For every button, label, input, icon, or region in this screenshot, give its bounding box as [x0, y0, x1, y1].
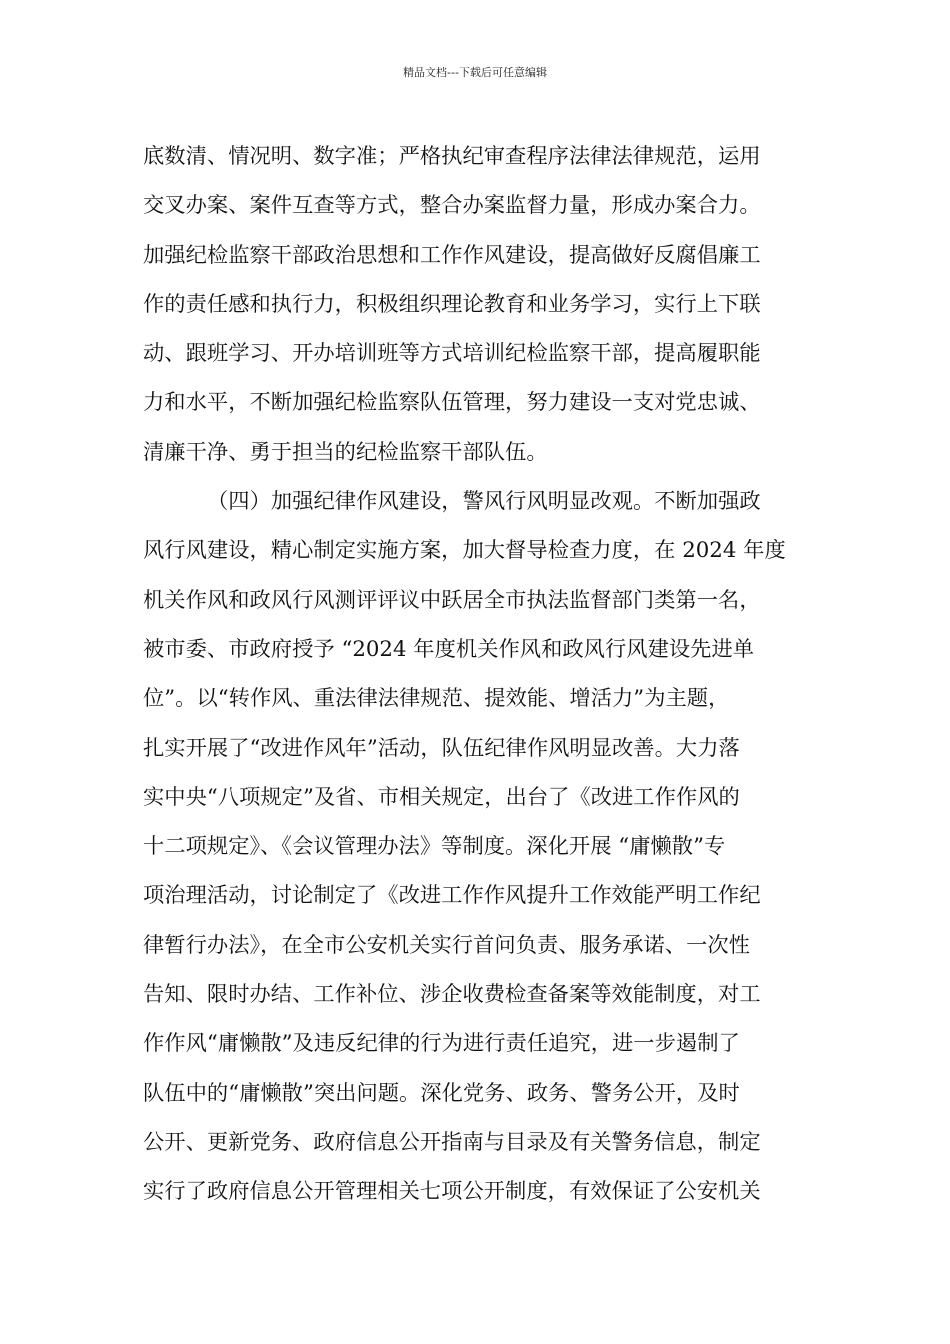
body-line: 被市委、市政府授予 “2024 年度机关作风和政风行风建设先进单 [143, 636, 755, 662]
body-line: 交叉办案、案件互查等方式，整合办案监督力量，形成办案合力。 [143, 193, 761, 219]
body-line: 作的责任感和执行力，积极组织理论教育和业务学习，实行上下联 [143, 291, 761, 317]
body-line: 公开、更新党务、政府信息公开指南与目录及有关警务信息，制定 [143, 1129, 761, 1155]
body-line: 清廉干净、勇于担当的纪检监察干部队伍。 [143, 439, 548, 465]
body-line: 底数清、情况明、数字准；严格执纪审查程序法律法律规范，运用 [143, 144, 761, 169]
body-line: 实行了政府信息公开管理相关七项公开制度，有效保证了公安机关 [143, 1179, 761, 1205]
body-line: 扎实开展了“改进作风年”活动，队伍纪律作风明显改善。大力落 [143, 735, 740, 761]
body-line: 动、跟班学习、开办培训班等方式培训纪检监察干部，提高履职能 [143, 341, 761, 367]
body-line: 加强纪检监察干部政治思想和工作作风建设，提高做好反腐倡廉工 [143, 242, 761, 268]
body-line: 机关作风和政风行风测评评议中跃居全市执法监督部门类第一名， [143, 587, 761, 613]
body-line: 实中央“八项规定”及省、市相关规定，出台了《改进工作作风的 [143, 784, 740, 810]
body-line: 作作风“庸懒散”及违反纪律的行为进行责任追究，进一步遏制了 [143, 1031, 740, 1057]
body-line: 风行风建设，精心制定实施方案，加大督导检查力度，在 2024 年度 [143, 538, 786, 564]
body-line: 告知、限时办结、工作补位、涉企收费检查备案等效能制度，对工 [143, 982, 761, 1008]
document-body [143, 132, 813, 1217]
section-heading-line: （四）加强纪律作风建设，警风行风明显改观。不断加强政 [207, 489, 761, 515]
body-line: 力和水平，不断加强纪检监察队伍管理，努力建设一支对党忠诚、 [143, 390, 761, 416]
page-header: 精品文档---下载后可任意编辑 [403, 66, 547, 79]
body-line: 十二项规定》、《会议管理办法》等制度。深化开展 “庸懒散”专 [143, 834, 726, 860]
body-line: 位”。以“转作风、重法律法律规范、提效能、增活力”为主题， [143, 686, 730, 712]
body-line: 律暂行办法》，在全市公安机关实行首问负责、服务承诺、一次性 [143, 932, 750, 958]
body-line: 项治理活动，讨论制定了《改进工作作风提升工作效能严明工作纪 [143, 883, 761, 909]
body-line: 队伍中的“庸懒散”突出问题。深化党务、政务、警务公开，及时 [143, 1080, 740, 1106]
